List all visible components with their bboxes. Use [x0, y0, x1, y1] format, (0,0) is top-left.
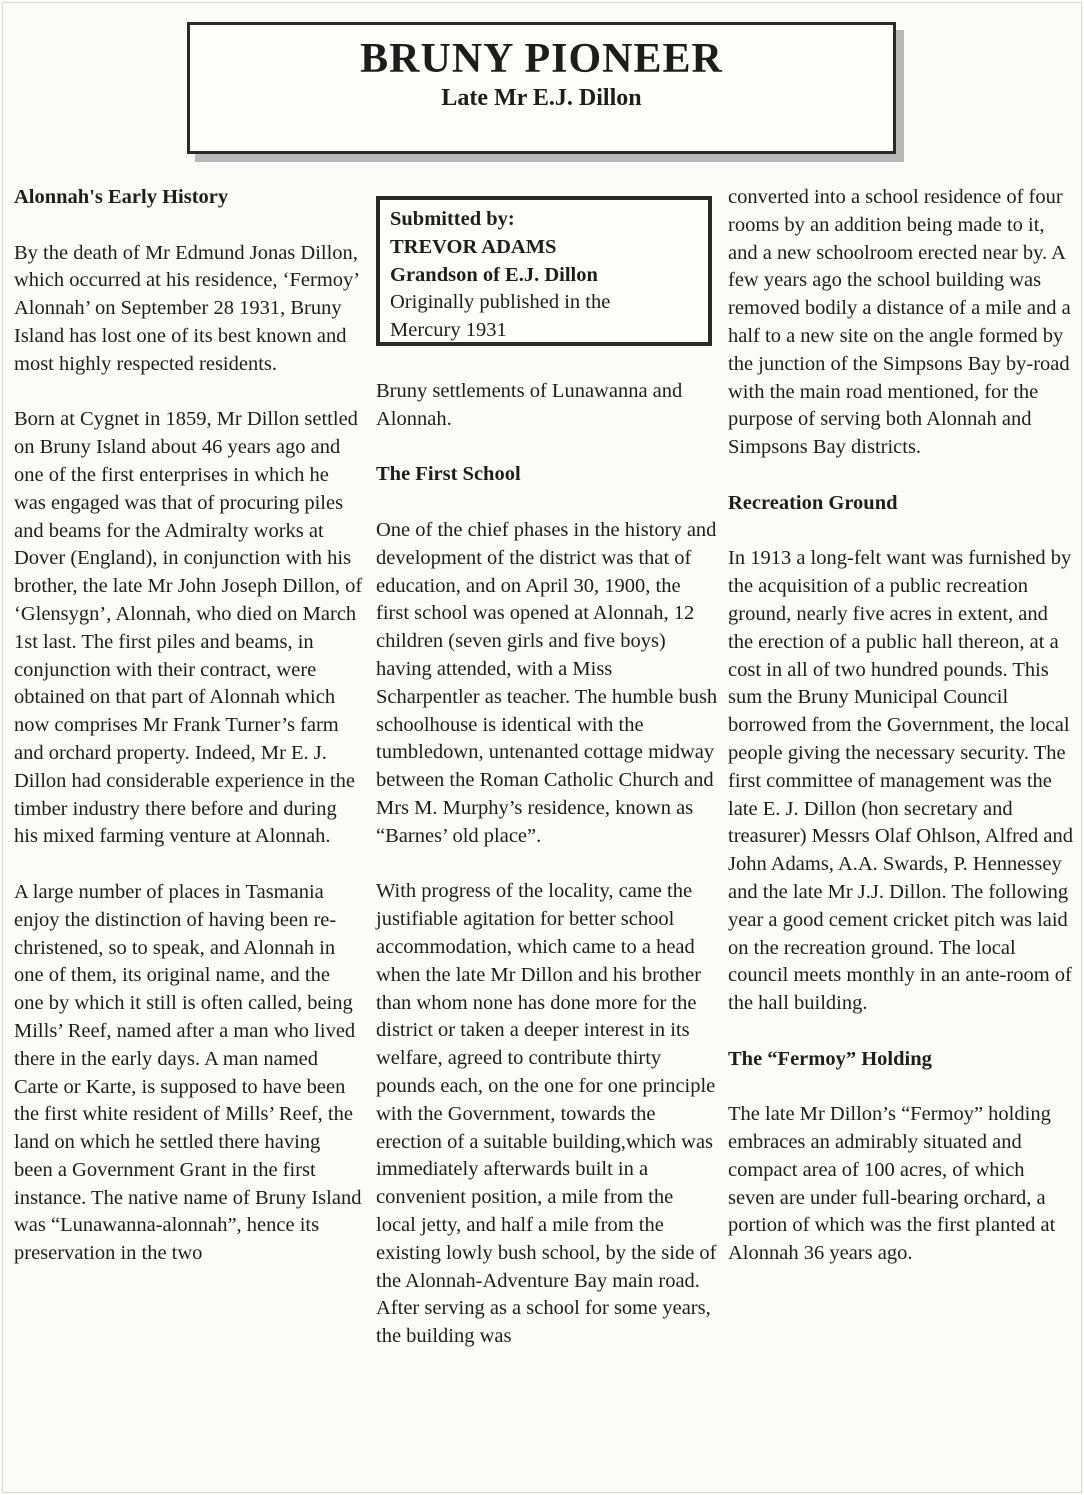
section-heading-first-school: The First School [376, 463, 521, 486]
submitter-relation: Grandson of E.J. Dillon [390, 263, 598, 286]
submission-box [376, 196, 712, 346]
paragraph: Bruny settlements of Lunawanna and Alonnah. [376, 380, 683, 430]
paragraph: converted into a school residence of four rooms by an addition being made to it, and a new schoolroom erected near by. A few years ago the school building was removed bodily a distance of a mile and a half to a new site on the angle formed by the junction of the Simpsons Bay by-road with the main road mentioned, for the purpose of serving both Alonnah and Simpsons Bay districts. [728, 186, 1071, 459]
paragraph: In 1913 a long-felt want was furnished by the acquisition of a public recreation ground, nearly five acres in extent, and the erection of a public hall thereon, at a cost in all of two hundred pounds. This sum the Bruny Municipal Council borrowed from the Government, the local people giving the necessary security. The first committee of management was the late E. J. Dillon (hon secretary and treasurer) Messrs Olaf Ohlson, Alfred and John Adams, A.A. Swards, P. Hennessey and the late Mr J.J. Dillon. The following year a good cement cricket pitch was laid on the recreation ground. The local council meets monthly in an ante-room of the hall building. [728, 547, 1073, 1015]
section-heading-recreation-ground: Recreation Ground [728, 491, 898, 514]
column-1 [14, 184, 364, 1296]
paragraph: A large number of places in Tasmania enjoy the distinction of having been re-christened, so to speak, and Alonnah in one of them, its original name, and the one by which it still is often called, being Mills’ Reef, named after a man who lived there in the early days. A man named Carte or Karte, is supposed to have been the first white resident of Mills’ Reef, the land on which he settled there having been a Government Grant in the first instance. The native name of Bruny Island was “Lunawanna-alonnah”, hence its preservation in the two [14, 880, 362, 1265]
paragraph: By the death of Mr Edmund Jonas Dillon, which occurred at his residence, ‘Fermoy’ Alonnah’ on September 28 1931, Bruny Island has lost one of its best known and most highly respected residents. [14, 241, 359, 375]
publication-source: Mercury 1931 [390, 319, 507, 342]
page-subtitle: Late Mr E.J. Dillon [441, 85, 642, 111]
paragraph: Born at Cygnet in 1859, Mr Dillon settled on Bruny Island about 46 years ago and one of the first enterprises in which he was engaged was that of procuring piles and beams for the Admiralty works at Dover (England), in conjunction with his brother, the late Mr John Joseph Dillon, of ‘Glensygn’, Alonnah, who died on March 1st last. The first piles and beams, in conjunction with their contract, were obtained on that part of Alonnah which now comprises Mr Frank Turner’s farm and orchard property. Indeed, Mr E. J. Dillon had considerable experience in the timber industry there before and during his mixed farming venture at Alonnah. [14, 408, 363, 848]
paragraph: The late Mr Dillon’s “Fermoy” holding embraces an admirably situated and compact area of 100 acres, of which seven are under full-bearing orchard, a portion of which was the first planted at Alonnah 36 years ago. [728, 1103, 1056, 1265]
publication-note: Originally published in the [390, 291, 611, 314]
paragraph: One of the chief phases in the history and development of the district was that of education, and on April 30, 1900, the first school was opened at Alonnah, 12 children (seven girls and five boys) having attended, with a Miss Scharpentler as teacher. The humble bush schoolhouse is identical with the tumbledown, untenanted cottage midway between the Roman Catholic Church and Mrs M. Murphy’s residence, known as “Barnes’ old place”. [376, 518, 718, 847]
column-3 [728, 184, 1073, 1296]
column-2 [376, 378, 718, 1379]
page-title: BRUNY PIONEER [360, 36, 723, 82]
submitted-by-label: Submitted by: [390, 208, 515, 230]
title-box [187, 22, 896, 154]
paragraph: With progress of the locality, came the justifiable agitation for better school accommodation, which came to a head when the late Mr Dillon and his brother than whom none has done more for the district or taken a deeper interest in its welfare, agreed to contribute thirty pounds each, on the one for one principle with the Government, towards the erection of a suitable building,which was immediately afterwards built in a convenient position, a mile from the local jetty, and half a mile from the existing lowly bush school, by the side of the Alonnah-Adventure Bay main road. After serving as a school for some years, the building was [376, 880, 717, 1348]
submitter-name: TREVOR ADAMS [390, 235, 557, 258]
section-heading-fermoy-holding: The “Fermoy” Holding [728, 1047, 932, 1070]
section-heading-early-history: Alonnah's Early History [14, 186, 229, 208]
